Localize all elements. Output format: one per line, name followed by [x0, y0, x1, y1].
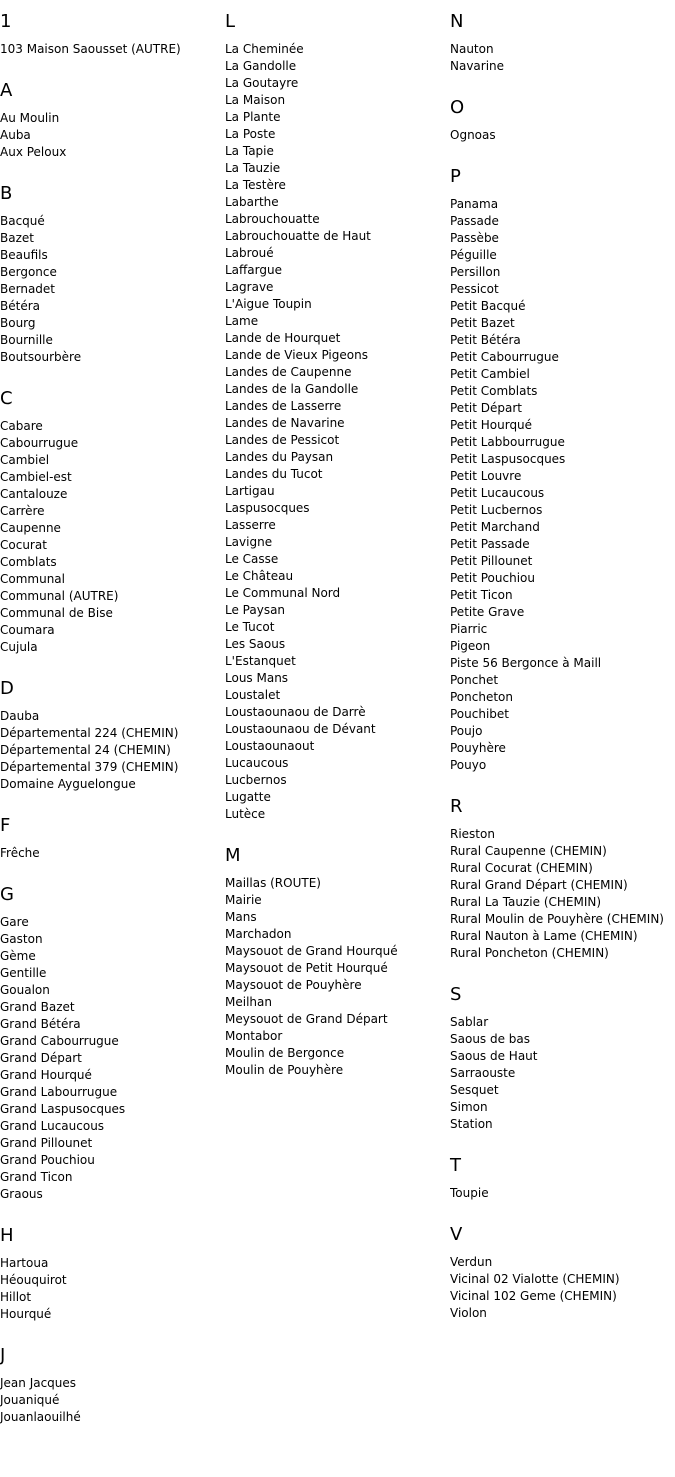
letter-group-l	[225, 11, 447, 823]
place-link-poujo[interactable]: Poujo	[450, 724, 483, 738]
letter-group-m	[225, 845, 447, 1079]
place-link-cujula[interactable]: Cujula	[0, 640, 38, 654]
index-column-2	[225, 0, 447, 1079]
place-link-au-moulin[interactable]: Au Moulin	[0, 111, 60, 125]
place-link-le-chateau[interactable]: Le Château	[225, 569, 294, 583]
place-link-beaufils[interactable]: Beaufils	[0, 248, 48, 262]
place-link-maysouot-de-grand-hourque[interactable]: Maysouot de Grand Hourqué	[225, 944, 398, 958]
place-link-grand-laspusocques[interactable]: Grand Laspusocques	[0, 1102, 126, 1116]
letter-group-b	[0, 183, 222, 366]
place-link-petit-ticon[interactable]: Petit Ticon	[450, 588, 513, 602]
place-link-loustaounaou-de-darre[interactable]: Loustaounaou de Darrè	[225, 705, 366, 719]
place-link-sablar[interactable]: Sablar	[450, 1015, 489, 1029]
place-link-lucbernos[interactable]: Lucbernos	[225, 773, 287, 787]
place-link-grand-betera[interactable]: Grand Bétéra	[0, 1017, 81, 1031]
place-link-l-aigue-toupin[interactable]: L'Aigue Toupin	[225, 297, 312, 311]
place-link-pouyhere[interactable]: Pouyhère	[450, 741, 506, 755]
place-link-freche[interactable]: Frêche	[0, 846, 40, 860]
place-link-pouchibet[interactable]: Pouchibet	[450, 707, 509, 721]
place-link-domaine-ayguelongue[interactable]: Domaine Ayguelongue	[0, 777, 136, 791]
place-list	[0, 914, 222, 1203]
place-link-la-tapie[interactable]: La Tapie	[225, 144, 274, 158]
letter-group-s	[450, 984, 672, 1133]
place-link-le-casse[interactable]: Le Casse	[225, 552, 279, 566]
place-link-cambiel[interactable]: Cambiel	[0, 453, 50, 467]
place-list	[0, 708, 222, 793]
place-link-cambiel-est[interactable]: Cambiel-est	[0, 470, 72, 484]
place-link-panama[interactable]: Panama	[450, 197, 499, 211]
letter-group-n	[450, 11, 672, 75]
place-link-geme[interactable]: Gème	[0, 949, 36, 963]
place-link-gare[interactable]: Gare	[0, 915, 29, 929]
place-link-cocurat[interactable]: Cocurat	[0, 538, 47, 552]
place-link-rural-nauton-a-lame-chemin[interactable]: Rural Nauton à Lame (CHEMIN)	[450, 929, 638, 943]
place-link-boutsourbere[interactable]: Boutsourbère	[0, 350, 82, 364]
place-link-petit-depart[interactable]: Petit Départ	[450, 401, 522, 415]
place-link-carrere[interactable]: Carrère	[0, 504, 45, 518]
place-link-loustaounaou-de-devant[interactable]: Loustaounaou de Dévant	[225, 722, 376, 736]
place-link-landes-de-lasserre[interactable]: Landes de Lasserre	[225, 399, 342, 413]
letter-heading: 1	[0, 11, 12, 32]
place-link-rural-caupenne-chemin[interactable]: Rural Caupenne (CHEMIN)	[450, 844, 607, 858]
place-link-pouyo[interactable]: Pouyo	[450, 758, 487, 772]
place-link-grand-depart[interactable]: Grand Départ	[0, 1051, 82, 1065]
place-link-lame[interactable]: Lame	[225, 314, 259, 328]
place-list	[450, 41, 672, 75]
place-link-coumara[interactable]: Coumara	[0, 623, 55, 637]
place-link-montabor[interactable]: Montabor	[225, 1029, 283, 1043]
place-list	[0, 418, 222, 656]
place-link-la-poste[interactable]: La Poste	[225, 127, 276, 141]
letter-heading: F	[0, 815, 11, 836]
place-link-l-estanquet[interactable]: L'Estanquet	[225, 654, 296, 668]
place-list	[450, 826, 672, 962]
letter-heading: D	[0, 678, 14, 699]
place-link-meilhan[interactable]: Meilhan	[225, 995, 272, 1009]
place-link-hourque[interactable]: Hourqué	[0, 1307, 52, 1321]
place-link-grand-hourque[interactable]: Grand Hourqué	[0, 1068, 92, 1082]
place-link-rural-cocurat-chemin[interactable]: Rural Cocurat (CHEMIN)	[450, 861, 593, 875]
place-link-lucaucous[interactable]: Lucaucous	[225, 756, 289, 770]
place-list	[0, 1375, 222, 1426]
place-link-petit-louvre[interactable]: Petit Louvre	[450, 469, 522, 483]
place-link-la-cheminee[interactable]: La Cheminée	[225, 42, 304, 56]
letter-heading: A	[0, 80, 13, 101]
letter-group-t	[450, 1155, 672, 1202]
place-link-la-gandolle[interactable]: La Gandolle	[225, 59, 297, 73]
place-link-landes-du-paysan[interactable]: Landes du Paysan	[225, 450, 334, 464]
place-link-lagrave[interactable]: Lagrave	[225, 280, 274, 294]
place-link-piarric[interactable]: Piarric	[450, 622, 488, 636]
place-link-ognoas[interactable]: Ognoas	[450, 128, 496, 142]
place-link-maillas-route[interactable]: Maillas (ROUTE)	[225, 876, 321, 890]
place-link-petit-betera[interactable]: Petit Bétéra	[450, 333, 521, 347]
place-list	[225, 41, 447, 823]
place-link-la-tauzie[interactable]: La Tauzie	[225, 161, 281, 175]
place-link-hartoua[interactable]: Hartoua	[0, 1256, 49, 1270]
letter-group-f	[0, 815, 222, 862]
place-link-lutece[interactable]: Lutèce	[225, 807, 266, 821]
place-link-mairie[interactable]: Mairie	[225, 893, 262, 907]
place-link-communal[interactable]: Communal	[0, 572, 65, 586]
place-link-sesquet[interactable]: Sesquet	[450, 1083, 499, 1097]
place-link-marchadon[interactable]: Marchadon	[225, 927, 292, 941]
letter-group-g	[0, 884, 222, 1203]
place-link-persillon[interactable]: Persillon	[450, 265, 501, 279]
place-list	[0, 1255, 222, 1323]
letter-group-p	[450, 166, 672, 774]
place-link-petit-lucbernos[interactable]: Petit Lucbernos	[450, 503, 543, 517]
place-link-vicinal-02-vialotte-chemin[interactable]: Vicinal 02 Vialotte (CHEMIN)	[450, 1272, 620, 1286]
place-list	[0, 845, 222, 862]
place-link-maysouot-de-pouyhere[interactable]: Maysouot de Pouyhère	[225, 978, 362, 992]
letter-heading: C	[0, 388, 13, 409]
place-link-moulin-de-pouyhere[interactable]: Moulin de Pouyhère	[225, 1063, 344, 1077]
place-link-bernadet[interactable]: Bernadet	[0, 282, 56, 296]
place-list	[225, 875, 447, 1079]
place-link-dauba[interactable]: Dauba	[0, 709, 40, 723]
letter-group-j	[0, 1345, 222, 1426]
place-link-piste-56-bergonce-a-maill[interactable]: Piste 56 Bergonce à Maill	[450, 656, 602, 670]
place-link-betera[interactable]: Bétéra	[0, 299, 40, 313]
place-link-departemental-379-chemin[interactable]: Départemental 379 (CHEMIN)	[0, 760, 179, 774]
place-link-la-maison[interactable]: La Maison	[225, 93, 286, 107]
place-link-jouanlaouilhe[interactable]: Jouanlaouilhé	[0, 1410, 81, 1424]
place-list	[450, 1185, 672, 1202]
place-link-rural-la-tauzie-chemin[interactable]: Rural La Tauzie (CHEMIN)	[450, 895, 602, 909]
place-link-landes-de-navarine[interactable]: Landes de Navarine	[225, 416, 345, 430]
place-link-labrouchouatte-de-haut[interactable]: Labrouchouatte de Haut	[225, 229, 371, 243]
place-list	[450, 1014, 672, 1133]
letter-heading: T	[450, 1155, 461, 1176]
place-link-labarthe[interactable]: Labarthe	[225, 195, 279, 209]
place-link-laffargue[interactable]: Laffargue	[225, 263, 282, 277]
place-link-goualon[interactable]: Goualon	[0, 983, 50, 997]
place-link-la-plante[interactable]: La Plante	[225, 110, 281, 124]
letter-group-1	[0, 11, 222, 58]
letter-heading: J	[0, 1345, 6, 1366]
place-link-simon[interactable]: Simon	[450, 1100, 488, 1114]
place-link-petit-passade[interactable]: Petit Passade	[450, 537, 530, 551]
place-link-103-maison-saousset-autre[interactable]: 103 Maison Saousset (AUTRE)	[0, 42, 181, 56]
letter-group-r	[450, 796, 672, 962]
letter-heading: M	[225, 845, 241, 866]
place-link-caupenne[interactable]: Caupenne	[0, 521, 61, 535]
letter-group-a	[0, 80, 222, 161]
place-link-landes-du-tucot[interactable]: Landes du Tucot	[225, 467, 323, 481]
place-link-sarraouste[interactable]: Sarraouste	[450, 1066, 516, 1080]
letter-heading: N	[450, 11, 464, 32]
place-link-petit-labbourrugue[interactable]: Petit Labbourrugue	[450, 435, 565, 449]
place-link-grand-pillounet[interactable]: Grand Pillounet	[0, 1136, 93, 1150]
place-link-meysouot-de-grand-depart[interactable]: Meysouot de Grand Départ	[225, 1012, 388, 1026]
letter-heading: G	[0, 884, 14, 905]
place-link-les-saous[interactable]: Les Saous	[225, 637, 286, 651]
place-link-aux-peloux[interactable]: Aux Peloux	[0, 145, 67, 159]
place-link-pessicot[interactable]: Pessicot	[450, 282, 499, 296]
place-link-lavigne[interactable]: Lavigne	[225, 535, 273, 549]
place-link-le-communal-nord[interactable]: Le Communal Nord	[225, 586, 341, 600]
place-link-moulin-de-bergonce[interactable]: Moulin de Bergonce	[225, 1046, 345, 1060]
place-link-petit-cabourrugue[interactable]: Petit Cabourrugue	[450, 350, 559, 364]
letter-heading: V	[450, 1224, 463, 1245]
letter-heading: P	[450, 166, 461, 187]
place-link-lande-de-vieux-pigeons[interactable]: Lande de Vieux Pigeons	[225, 348, 368, 362]
place-link-laspusocques[interactable]: Laspusocques	[225, 501, 310, 515]
place-link-bournille[interactable]: Bournille	[0, 333, 53, 347]
place-link-station[interactable]: Station	[450, 1117, 493, 1131]
place-link-bourg[interactable]: Bourg	[0, 316, 36, 330]
place-link-departemental-224-chemin[interactable]: Départemental 224 (CHEMIN)	[0, 726, 179, 740]
place-link-poncheton[interactable]: Poncheton	[450, 690, 513, 704]
letter-group-c	[0, 388, 222, 656]
place-link-departemental-24-chemin[interactable]: Départemental 24 (CHEMIN)	[0, 743, 171, 757]
place-link-petit-bacque[interactable]: Petit Bacqué	[450, 299, 526, 313]
place-link-communal-de-bise[interactable]: Communal de Bise	[0, 606, 113, 620]
place-link-passade[interactable]: Passade	[450, 214, 499, 228]
letter-heading: L	[225, 11, 236, 32]
place-link-petit-laspusocques[interactable]: Petit Laspusocques	[450, 452, 566, 466]
place-list	[450, 127, 672, 144]
letter-heading: S	[450, 984, 462, 1005]
place-link-passebe[interactable]: Passèbe	[450, 231, 499, 245]
place-list	[0, 110, 222, 161]
place-link-bazet[interactable]: Bazet	[0, 231, 34, 245]
place-link-saous-de-bas[interactable]: Saous de bas	[450, 1032, 531, 1046]
place-link-lous-mans[interactable]: Lous Mans	[225, 671, 289, 685]
letter-group-o	[450, 97, 672, 144]
place-link-auba[interactable]: Auba	[0, 128, 31, 142]
letter-group-d	[0, 678, 222, 793]
place-link-gentille[interactable]: Gentille	[0, 966, 47, 980]
place-link-grand-ticon[interactable]: Grand Ticon	[0, 1170, 73, 1184]
place-link-grand-pouchiou[interactable]: Grand Pouchiou	[0, 1153, 95, 1167]
place-link-le-paysan[interactable]: Le Paysan	[225, 603, 286, 617]
place-link-cantalouze[interactable]: Cantalouze	[0, 487, 68, 501]
place-link-landes-de-pessicot[interactable]: Landes de Pessicot	[225, 433, 340, 447]
place-link-petit-marchand[interactable]: Petit Marchand	[450, 520, 540, 534]
place-list	[450, 196, 672, 774]
place-link-loustalet[interactable]: Loustalet	[225, 688, 281, 702]
letter-heading: B	[0, 183, 13, 204]
place-link-labrouchouatte[interactable]: Labrouchouatte	[225, 212, 320, 226]
place-link-toupie[interactable]: Toupie	[450, 1186, 489, 1200]
place-link-comblats[interactable]: Comblats	[0, 555, 57, 569]
place-link-mans[interactable]: Mans	[225, 910, 257, 924]
place-list	[0, 213, 222, 366]
place-link-loustaounaout[interactable]: Loustaounaout	[225, 739, 315, 753]
place-link-la-goutayre[interactable]: La Goutayre	[225, 76, 299, 90]
place-link-verdun[interactable]: Verdun	[450, 1255, 493, 1269]
place-list	[0, 41, 222, 58]
place-link-landes-de-la-gandolle[interactable]: Landes de la Gandolle	[225, 382, 359, 396]
place-link-nauton[interactable]: Nauton	[450, 42, 494, 56]
place-list	[450, 1254, 672, 1322]
place-link-communal-autre[interactable]: Communal (AUTRE)	[0, 589, 119, 603]
place-link-rural-poncheton-chemin[interactable]: Rural Poncheton (CHEMIN)	[450, 946, 609, 960]
place-link-grand-lucaucous[interactable]: Grand Lucaucous	[0, 1119, 105, 1133]
place-link-petite-grave[interactable]: Petite Grave	[450, 605, 525, 619]
place-link-bacque[interactable]: Bacqué	[0, 214, 45, 228]
place-link-pigeon[interactable]: Pigeon	[450, 639, 491, 653]
place-link-cabourrugue[interactable]: Cabourrugue	[0, 436, 79, 450]
place-link-petit-pouchiou[interactable]: Petit Pouchiou	[450, 571, 535, 585]
place-link-cabare[interactable]: Cabare	[0, 419, 43, 433]
letter-heading: O	[450, 97, 465, 118]
place-link-le-tucot[interactable]: Le Tucot	[225, 620, 275, 634]
place-link-hillot[interactable]: Hillot	[0, 1290, 32, 1304]
place-link-bergonce[interactable]: Bergonce	[0, 265, 57, 279]
place-link-petit-bazet[interactable]: Petit Bazet	[450, 316, 515, 330]
place-link-lartigau[interactable]: Lartigau	[225, 484, 275, 498]
place-link-peguille[interactable]: Péguille	[450, 248, 497, 262]
place-link-jean-jacques[interactable]: Jean Jacques	[0, 1376, 77, 1390]
place-link-vicinal-102-geme-chemin[interactable]: Vicinal 102 Geme (CHEMIN)	[450, 1289, 617, 1303]
place-link-la-testere[interactable]: La Testère	[225, 178, 286, 192]
place-link-maysouot-de-petit-hourque[interactable]: Maysouot de Petit Hourqué	[225, 961, 388, 975]
place-link-violon[interactable]: Violon	[450, 1306, 487, 1320]
place-link-rural-grand-depart-chemin[interactable]: Rural Grand Départ (CHEMIN)	[450, 878, 628, 892]
place-link-petit-lucaucous[interactable]: Petit Lucaucous	[450, 486, 545, 500]
place-link-saous-de-haut[interactable]: Saous de Haut	[450, 1049, 538, 1063]
place-link-gaston[interactable]: Gaston	[0, 932, 43, 946]
place-link-rieston[interactable]: Rieston	[450, 827, 495, 841]
place-link-petit-pillounet[interactable]: Petit Pillounet	[450, 554, 533, 568]
index-column-1	[0, 0, 222, 1426]
place-link-ponchet[interactable]: Ponchet	[450, 673, 499, 687]
place-link-navarine[interactable]: Navarine	[450, 59, 505, 73]
letter-heading: R	[450, 796, 463, 817]
place-link-petit-hourque[interactable]: Petit Hourqué	[450, 418, 533, 432]
place-link-landes-de-caupenne[interactable]: Landes de Caupenne	[225, 365, 352, 379]
index-column-3	[450, 0, 672, 1322]
place-link-grand-labourrugue[interactable]: Grand Labourrugue	[0, 1085, 118, 1099]
letter-group-v	[450, 1224, 672, 1322]
place-link-jouanique[interactable]: Jouaniqué	[0, 1393, 60, 1407]
letter-group-h	[0, 1225, 222, 1323]
place-link-grand-cabourrugue[interactable]: Grand Cabourrugue	[0, 1034, 119, 1048]
place-link-lasserre[interactable]: Lasserre	[225, 518, 276, 532]
letter-heading: H	[0, 1225, 14, 1246]
place-link-petit-cambiel[interactable]: Petit Cambiel	[450, 367, 530, 381]
place-link-grand-bazet[interactable]: Grand Bazet	[0, 1000, 75, 1014]
place-link-lugatte[interactable]: Lugatte	[225, 790, 271, 804]
place-link-lande-de-hourquet[interactable]: Lande de Hourquet	[225, 331, 341, 345]
place-link-graous[interactable]: Graous	[0, 1187, 43, 1201]
place-link-rural-moulin-de-pouyhere-chemin[interactable]: Rural Moulin de Pouyhère (CHEMIN)	[450, 912, 664, 926]
place-link-labroue[interactable]: Labroué	[225, 246, 274, 260]
place-link-heouquirot[interactable]: Héouquirot	[0, 1273, 67, 1287]
place-link-petit-comblats[interactable]: Petit Comblats	[450, 384, 538, 398]
